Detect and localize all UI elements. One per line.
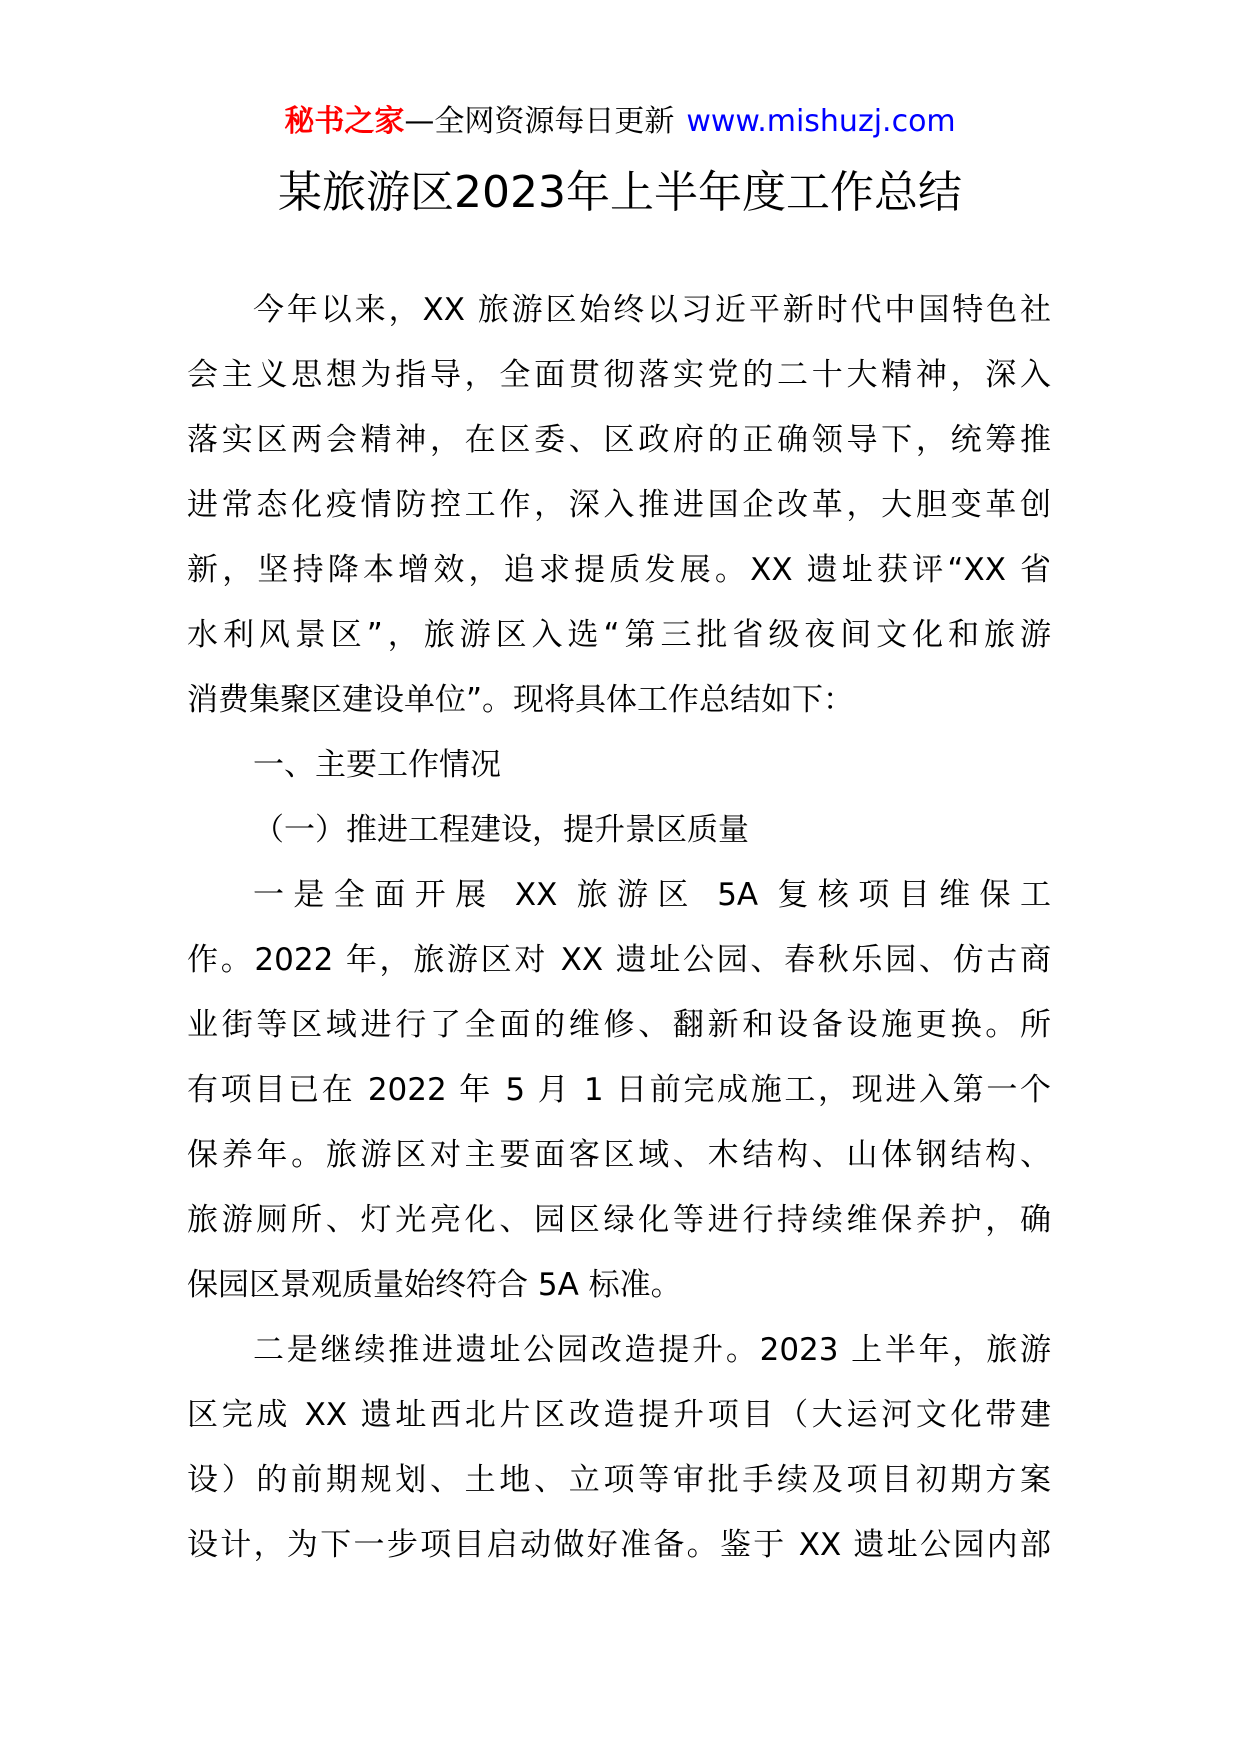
paragraph-1-line-1: 今年以来，XX 旅游区始终以习近平新时代中国特色社	[253, 292, 1051, 328]
site-header	[0, 102, 1240, 142]
document-title: 某旅游区2023年上半年度工作总结	[278, 167, 962, 218]
paragraph-2-line-7: 保园区景观质量始终符合 5A 标准。	[187, 1267, 682, 1303]
header-slogan: 全网资源每日更新	[434, 104, 675, 139]
paragraph-1-line-7: 消费集聚区建设单位”。现将具体工作总结如下：	[187, 682, 855, 718]
paragraph-3-line-1: 二是继续推进遗址公园改造提升。2023 上半年，旅游	[253, 1332, 1051, 1368]
site-url-link[interactable]: www.mishuzj.com	[686, 104, 956, 139]
header-dash: —	[404, 104, 435, 139]
paragraph-3-line-2: 区完成 XX 遗址西北片区改造提升项目（大运河文化带建	[187, 1397, 1051, 1433]
paragraph-1-line-4: 进常态化疫情防控工作，深入推进国企改革，大胆变革创	[187, 487, 1051, 523]
document-body	[187, 288, 1051, 1588]
paragraph-2-line-2: 作。2022 年，旅游区对 XX 遗址公园、春秋乐园、仿古商	[187, 942, 1051, 978]
paragraph-2-line-5: 保养年。旅游区对主要面客区域、木结构、山体钢结构、	[187, 1137, 1051, 1173]
paragraph-2-line-1: 一是全面开展 XX 旅游区 5A 复核项目维保工	[253, 877, 1051, 913]
paragraph-2-line-4: 有项目已在 2022 年 5 月 1 日前完成施工，现进入第一个	[187, 1072, 1051, 1108]
paragraph-2-line-3: 业街等区域进行了全面的维修、翻新和设备设施更换。所	[187, 1007, 1051, 1043]
paragraph-2-line-6: 旅游厕所、灯光亮化、园区绿化等进行持续维保养护，确	[187, 1202, 1051, 1238]
subsection-heading-1: （一）推进工程建设，提升景区质量	[253, 812, 749, 848]
paragraph-1-line-5: 新，坚持降本增效，追求提质发展。XX 遗址获评“XX 省	[187, 552, 1051, 588]
paragraph-1-line-3: 落实区两会精神，在区委、区政府的正确领导下，统筹推	[187, 422, 1051, 458]
paragraph-3-line-4: 设计，为下一步项目启动做好准备。鉴于 XX 遗址公园内部	[187, 1527, 1051, 1563]
paragraph-3-line-3: 设）的前期规划、土地、立项等审批手续及项目初期方案	[187, 1462, 1051, 1498]
paragraph-1-line-2: 会主义思想为指导，全面贯彻落实党的二十大精神，深入	[187, 357, 1051, 393]
paragraph-1-line-6: 水利风景区”，旅游区入选“第三批省级夜间文化和旅游	[187, 617, 1051, 653]
section-heading-1: 一、主要工作情况	[253, 747, 501, 783]
brand-name: 秘书之家	[284, 104, 405, 139]
